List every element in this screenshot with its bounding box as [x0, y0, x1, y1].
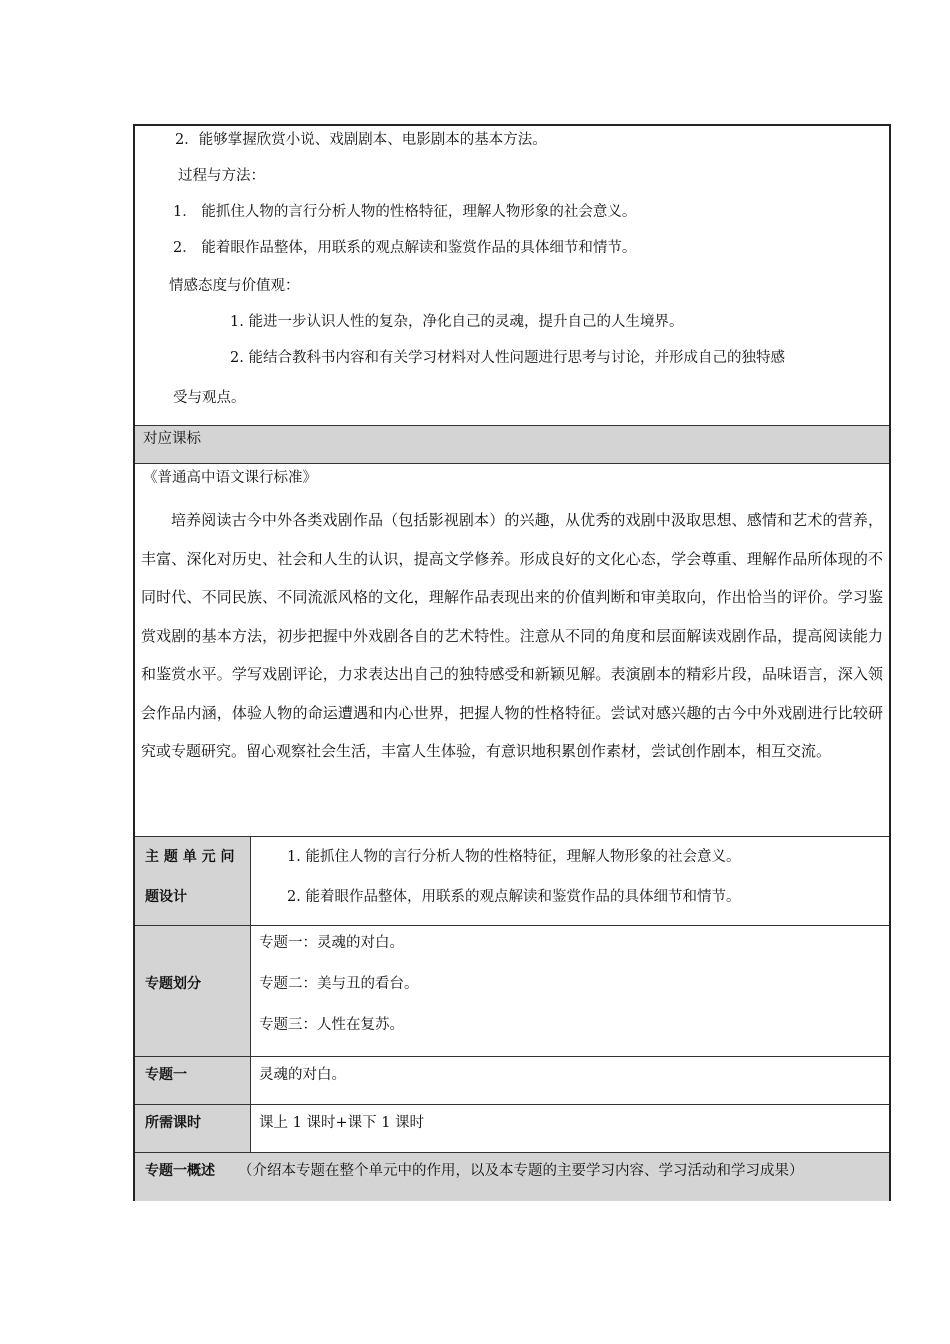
unit-questions-row — [135, 836, 889, 925]
goal-line-2: 2．能够掌握欣赏小说、戏剧剧本、电影剧本的基本方法。 — [175, 132, 547, 148]
standard-header: 对应课标 — [143, 431, 201, 447]
process-item-1: 1． 能抓住人物的言行分析人物的性格特征，理解人物形象的社会意义。 — [173, 204, 637, 220]
topics-row — [135, 925, 889, 1056]
hours-row — [135, 1104, 889, 1152]
topic-item-1: 专题一：灵魂的对白。 — [259, 935, 404, 951]
emotion-item-2-cont: 受与观点。 — [173, 390, 246, 406]
process-heading: 过程与方法： — [178, 168, 265, 184]
emotion-item-2: 2. 能结合教科书内容和有关学习材料对人性问题进行思考与讨论，并形成自己的独特感 — [230, 350, 785, 366]
standard-body: 培养阅读古今中外各类戏剧作品（包括影视剧本）的兴趣，从优秀的戏剧中汲取思想、感情和艺术的营养，丰富、深化对历史、社会和人生的认识，提高文学修养。形成良好的文化心态，学会尊重、理解作品所体现的不同时代、不同民族、不同流派风格的文化，理解作品表现出来的价值判断和审美取向，作出恰当的评价。学习鉴赏戏剧的基本方法，初步把握中外戏剧各自的艺术特性。注意从不同的角度和层面解读戏剧作品，提高阅读能力和鉴赏水平。学写戏剧评论，力求表达出自己的独特感受和新颖见解。表演剧本的精彩片段，品味语言，深入领会作品内涵，体验人物的命运遭遇和内心世界，把握人物的性格特征。尝试对感兴趣的古今中外戏剧进行比较研究或专题研究。留心观察社会生活，丰富人生体验，有意识地积累创作素材，尝试创作剧本，相互交流。 — [141, 511, 883, 760]
topic-one-row — [135, 1056, 889, 1104]
unit-questions-label-2: 题设计 — [145, 889, 187, 905]
goals-section — [135, 126, 889, 425]
topic-one-label: 专题一 — [145, 1067, 187, 1083]
hours-label: 所需课时 — [145, 1115, 201, 1131]
topic-one-value: 灵魂的对白。 — [259, 1067, 346, 1083]
overview-note: （介绍本专题在整个单元中的作用，以及本专题的主要学习内容、学习活动和学习成果） — [238, 1163, 804, 1179]
overview-label: 专题一概述 — [145, 1163, 215, 1179]
topics-label: 专题划分 — [145, 976, 201, 992]
standard-header-row — [135, 425, 889, 463]
overview-row — [135, 1152, 889, 1201]
unit-questions-label-1: 主 题 单 元 问 — [145, 849, 235, 865]
emotion-item-1: 1. 能进一步认识人性的复杂，净化自己的灵魂，提升自己的人生境界。 — [230, 314, 684, 330]
process-item-2: 2． 能着眼作品整体，用联系的观点解读和鉴赏作品的具体细节和情节。 — [173, 240, 637, 256]
unit-question-2: 2. 能着眼作品整体，用联系的观点解读和鉴赏作品的具体细节和情节。 — [287, 889, 741, 905]
topic-item-2: 专题二：美与丑的看台。 — [259, 976, 419, 992]
emotion-heading: 情感态度与价值观： — [169, 278, 300, 294]
topic-item-3: 专题三：人性在复苏。 — [259, 1017, 404, 1033]
hours-value: 课上 1 课时+课下 1 课时 — [259, 1115, 425, 1131]
standard-title: 《普通高中语文课行标准》 — [143, 470, 317, 486]
unit-question-1: 1. 能抓住人物的言行分析人物的性格特征，理解人物形象的社会意义。 — [287, 849, 741, 865]
lesson-plan-table — [133, 124, 891, 1201]
standard-section — [135, 463, 889, 836]
